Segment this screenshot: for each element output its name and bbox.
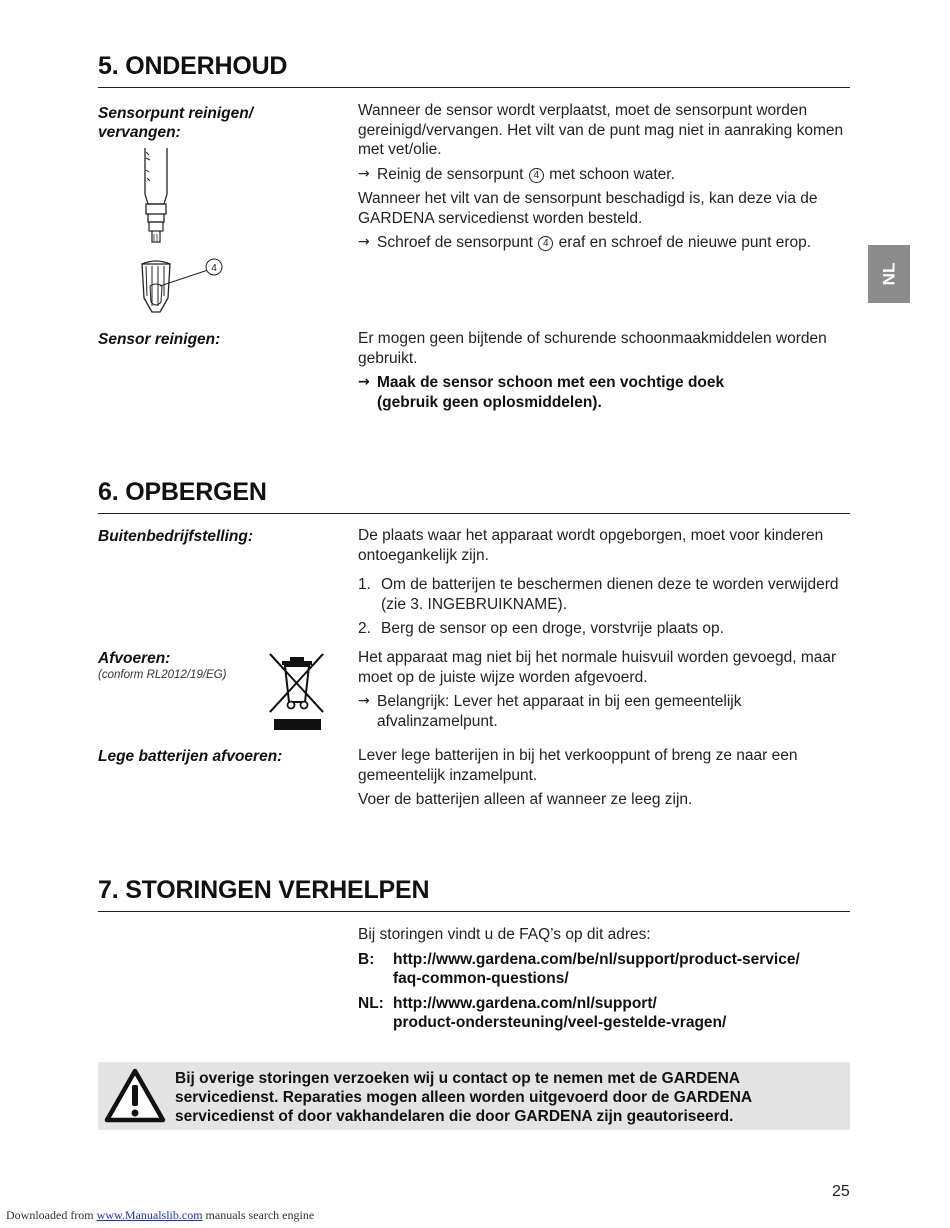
label-sensor-reinigen: Sensor reinigen: — [98, 331, 221, 348]
figure-callout-number: 4 — [211, 263, 217, 274]
sensorpunt-content — [358, 101, 850, 258]
faq-link-url-line2[interactable]: faq-common-questions/ — [393, 970, 569, 987]
sensor-reinigen-step-line1: Maak de sensor schoon met een vochtige doek — [377, 374, 725, 391]
label-buitenbedrijfstelling: Buitenbedrijfstelling: — [98, 528, 253, 545]
faq-link-url-line1[interactable]: http://www.gardena.com/be/nl/support/product-service/ — [393, 950, 800, 968]
afvoeren-content — [358, 648, 850, 736]
language-tab-label: NL — [878, 262, 898, 286]
lege-batterijen-paragraph-2: Voer de batterijen alleen af wanneer ze leeg zijn. — [358, 791, 693, 808]
sensorpunt-step-1 — [358, 165, 850, 185]
faq-link-url-line1[interactable]: http://www.gardena.com/nl/support/ — [393, 994, 657, 1012]
footer-link[interactable]: www.Manualslib.com — [96, 1208, 203, 1222]
section-title-opbergen: 6. OPBERGEN — [98, 478, 850, 514]
list-item-text: Berg de sensor op een droge, vorstvrije plaats op. — [381, 620, 724, 637]
afvoeren-paragraph: Het apparaat mag niet bij het normale huisvuil worden gevoegd, maar moet op de juiste wijze worden afgevoerd. — [358, 649, 837, 686]
afvoeren-step: → Belangrijk: Lever het apparaat in bij een gemeentelijk afvalinzamelpunt. — [358, 692, 850, 731]
step-1-text-after: met schoon water. — [549, 165, 675, 183]
language-tab — [868, 245, 910, 303]
list-item — [358, 575, 850, 614]
list-item-number: 2. — [358, 620, 371, 637]
sensor-reinigen-content — [358, 329, 850, 417]
sensor-reinigen-step-line2: (gebruik geen oplosmiddelen). — [377, 393, 602, 411]
faq-link-netherlands[interactable] — [358, 994, 850, 1033]
buitenbedrijfstelling-list — [358, 575, 850, 639]
storingen-intro: Bij storingen vindt u de FAQ’s op dit adres: — [358, 926, 651, 943]
footer-suffix: manuals search engine — [205, 1208, 315, 1222]
label-sensorpunt — [98, 104, 253, 142]
label-sensorpunt-line2: vervangen: — [98, 124, 181, 141]
label-afvoeren-regulation: (conform RL2012/19/EG) — [98, 669, 227, 681]
lege-batterijen-content — [358, 746, 850, 815]
storingen-content — [358, 925, 850, 1038]
label-sensorpunt-line1: Sensorpunt reinigen/ — [98, 105, 254, 122]
warning-triangle-icon — [104, 1068, 166, 1124]
label-lege-batterijen: Lege batterijen afvoeren: — [98, 748, 283, 765]
page-number: 25 — [832, 1183, 850, 1200]
weee-crossed-bin-icon — [268, 652, 326, 732]
sensorpunt-paragraph-2: Wanneer het vilt van de sensorpunt beschadigd is, kan deze via de GARDENA servicedienst worden besteld. — [358, 190, 818, 227]
part-reference-badge: 4 — [538, 236, 553, 251]
buitenbedrijfstelling-paragraph: De plaats waar het apparaat wordt opgeborgen, moet voor kinderen ontoegankelijk zijn. — [358, 527, 824, 564]
faq-link-country-key: NL: — [358, 994, 384, 1012]
section-title-onderhoud: 5. ONDERHOUD — [98, 52, 850, 88]
sensor-reinigen-paragraph: Er mogen geen bijtende of schurende schoonmaakmiddelen worden gebruikt. — [358, 330, 827, 367]
sensor-tip-illustration — [128, 146, 228, 318]
list-item-number: 1. — [358, 576, 371, 593]
list-item-text: Om de batterijen te beschermen dienen deze te worden verwijderd (zie 3. INGEBRUIKNAME). — [381, 576, 839, 613]
warning-text: Bij overige storingen verzoeken wij u contact op te nemen met de GARDENA servicedienst. Reparaties mogen alleen worden uitgevoerd door de GARDENA servicedienst of door vakhandelaren die door GARDENA zijn geautoriseerd. — [175, 1070, 752, 1125]
section-title-storingen: 7. STORINGEN VERHELPEN — [98, 876, 850, 912]
faq-link-country-key: B: — [358, 950, 375, 968]
sensorpunt-paragraph-1: Wanneer de sensor wordt verplaatst, moet de sensorpunt worden gereinigd/vervangen. Het vilt van de punt mag niet in aanraking komen met vet/olie. — [358, 102, 844, 158]
label-afvoeren — [98, 649, 226, 683]
faq-link-belgium[interactable] — [358, 950, 850, 989]
sensor-reinigen-step — [358, 373, 850, 412]
lege-batterijen-paragraph-1: Lever lege batterijen in bij het verkooppunt of breng ze naar een gemeentelijk inzamelpunt. — [358, 747, 798, 784]
sensorpunt-step-2 — [358, 233, 850, 253]
warning-box — [98, 1062, 850, 1130]
footer-prefix: Downloaded from — [6, 1208, 94, 1222]
download-footer — [6, 1208, 314, 1223]
label-afvoeren-title: Afvoeren: — [98, 650, 171, 667]
step-1-text-before: Reinig de sensorpunt — [377, 165, 524, 183]
faq-link-url-line2[interactable]: product-ondersteuning/veel-gestelde-vragen/ — [393, 1014, 727, 1031]
step-2-text-before: Schroef de sensorpunt — [377, 234, 533, 251]
list-item — [358, 619, 850, 639]
step-2-text-after: eraf en schroef de nieuwe punt erop. — [558, 234, 812, 251]
buitenbedrijfstelling-content — [358, 526, 850, 644]
part-reference-badge: 4 — [529, 168, 544, 183]
